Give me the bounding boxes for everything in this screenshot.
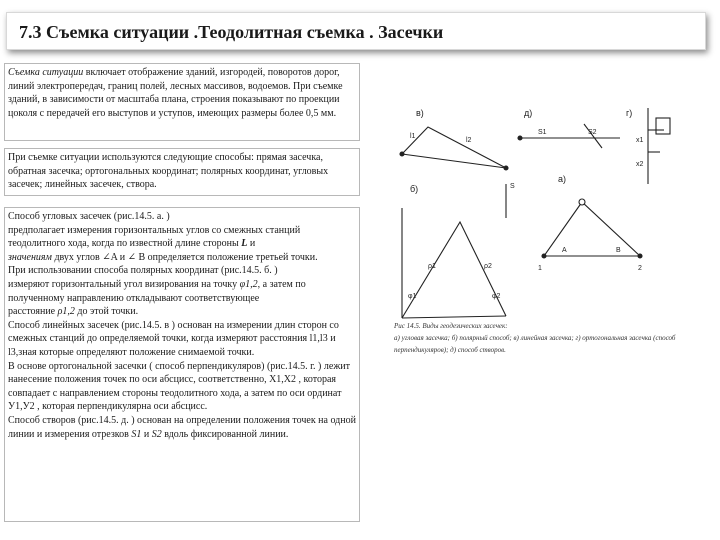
label-phi1: φ1 <box>408 293 417 300</box>
fig-d-offset <box>584 124 602 148</box>
polar-method-heading: При использовании способа полярных координат (рис.14.5. б. ) <box>8 265 278 277</box>
distance-word: расстояние <box>8 306 56 318</box>
fig-d-start <box>518 136 522 140</box>
label-x2: x2 <box>636 161 644 168</box>
polar-method-text-2: , а затем по полученному направлению откладывают соответствующее <box>8 278 306 304</box>
label-b: б) <box>410 184 419 194</box>
fig-b-base <box>402 316 506 318</box>
label-s1: S1 <box>538 129 547 136</box>
label-l1: l1 <box>410 133 416 140</box>
paragraph-3 <box>8 210 358 441</box>
label-s2: S2 <box>588 129 597 136</box>
side-length-L: L <box>241 238 248 250</box>
orthogonal-method-text: В основе ортогональной засечки ( способ перпендикуляров) (рис.14.5. г. ) лежит нанесение положения точек по оси абсцисс, соответственно, Х1,Х2 , которая совпадает с направлением стороны теодолитного хода, а затем по оси ординат У1,У2 , которая перпендикулярна оси абсцисс. <box>8 360 350 413</box>
label-l2: l2 <box>466 137 472 144</box>
polar-method-text: измеряют горизонтальный угол визирования на точку <box>8 278 238 290</box>
label-x1: x1 <box>636 137 644 144</box>
fig-v-triangle <box>402 127 506 168</box>
label-point-1: 1 <box>538 265 542 272</box>
label-angle-b: B <box>616 247 621 254</box>
para2-text: При съемке ситуации используются следующие способы: прямая засечка, обратная засечка; ортогональных координат; полярных координат, угловых засечек; линейных засечек, створа. <box>8 152 329 191</box>
alignment-method-text-2: вдоль фиксированной линии. <box>161 428 289 440</box>
label-s: S <box>510 183 515 190</box>
figure-caption <box>394 320 710 356</box>
title-bar <box>6 12 706 50</box>
label-a: а) <box>558 174 567 184</box>
linear-method-text: Способ линейных засечек (рис.14.5. в ) основан на измерении длин сторон со смежных станций до определяемой точки, когда измеряют расстояния l1,l3 и l3,зная которые определяют положение снимаемой точки. <box>8 319 339 358</box>
fig-a-target <box>579 199 585 205</box>
label-g: г) <box>626 108 633 118</box>
fig-v-point-1 <box>400 152 404 156</box>
fig-a-station-2 <box>638 254 642 258</box>
label-d: д) <box>524 108 533 118</box>
label-v: в) <box>416 108 424 118</box>
para1-text: включает отображение зданий, изгородей, поворотов дорог, линий электропередач, границ полей, лесных массивов, водоемов. При съемке зданий, в зависимости от масштаба плана, строения показывают по проекции цоколя с передачей его выступов и уступов, имеющих размеры более 0,5 мм. <box>8 67 343 119</box>
s1-symbol: S1 <box>131 428 142 440</box>
term-situation-survey: Съемка ситуации <box>8 67 84 78</box>
and-word-2: и <box>141 428 152 440</box>
paragraph-1 <box>8 66 358 120</box>
label-point-2: 2 <box>638 265 642 272</box>
distance-text: до этой точки. <box>74 306 139 318</box>
label-rho2: ρ2 <box>484 263 492 270</box>
values-word: значениям <box>8 251 52 263</box>
fig-b-rays <box>402 222 506 318</box>
angular-method-text: предполагает измерения горизонтальных углов со смежных станций теодолитного хода, когда по известной длине стороны <box>8 224 301 250</box>
fig-a-triangle <box>544 202 640 256</box>
rho-symbol: ρ1,2 <box>57 306 75 318</box>
alignment-method-text: Способ створов (рис.14.5. д. ) основан на определении положения точек на одной линии и измерения отрезков <box>8 414 356 440</box>
label-angle-a: A <box>562 247 567 254</box>
survey-methods-figure <box>388 72 718 322</box>
angular-method-heading: Способ угловых засечек (рис.14.5. а. ) <box>8 211 170 222</box>
angles-text: двух углов ∠A и ∠ B определяется положение третьей точки. <box>51 251 318 263</box>
caption-text: а) угловая засечка; б) полярный способ; в) линейная засечка; г) ортогональная засечка (способ перпендикуляров); д) способ створов. <box>394 334 676 354</box>
paragraph-2 <box>8 151 358 192</box>
and-word: и <box>247 238 256 250</box>
label-phi2: φ2 <box>492 293 501 300</box>
phi-symbol: φ1,2 <box>239 278 258 290</box>
fig-v-point-2 <box>504 166 508 170</box>
fig-a-station-1 <box>542 254 546 258</box>
s2-symbol: S2 <box>151 428 162 440</box>
fig-g-building <box>656 118 670 134</box>
label-rho1: ρ1 <box>428 263 436 270</box>
page-title: 7.3 Съемка ситуации .Теодолитная съемка . Засечки <box>19 22 444 42</box>
fig-v-side <box>402 154 506 168</box>
caption-title: Рис 14.5. Виды геодезических засечек: <box>394 322 508 330</box>
